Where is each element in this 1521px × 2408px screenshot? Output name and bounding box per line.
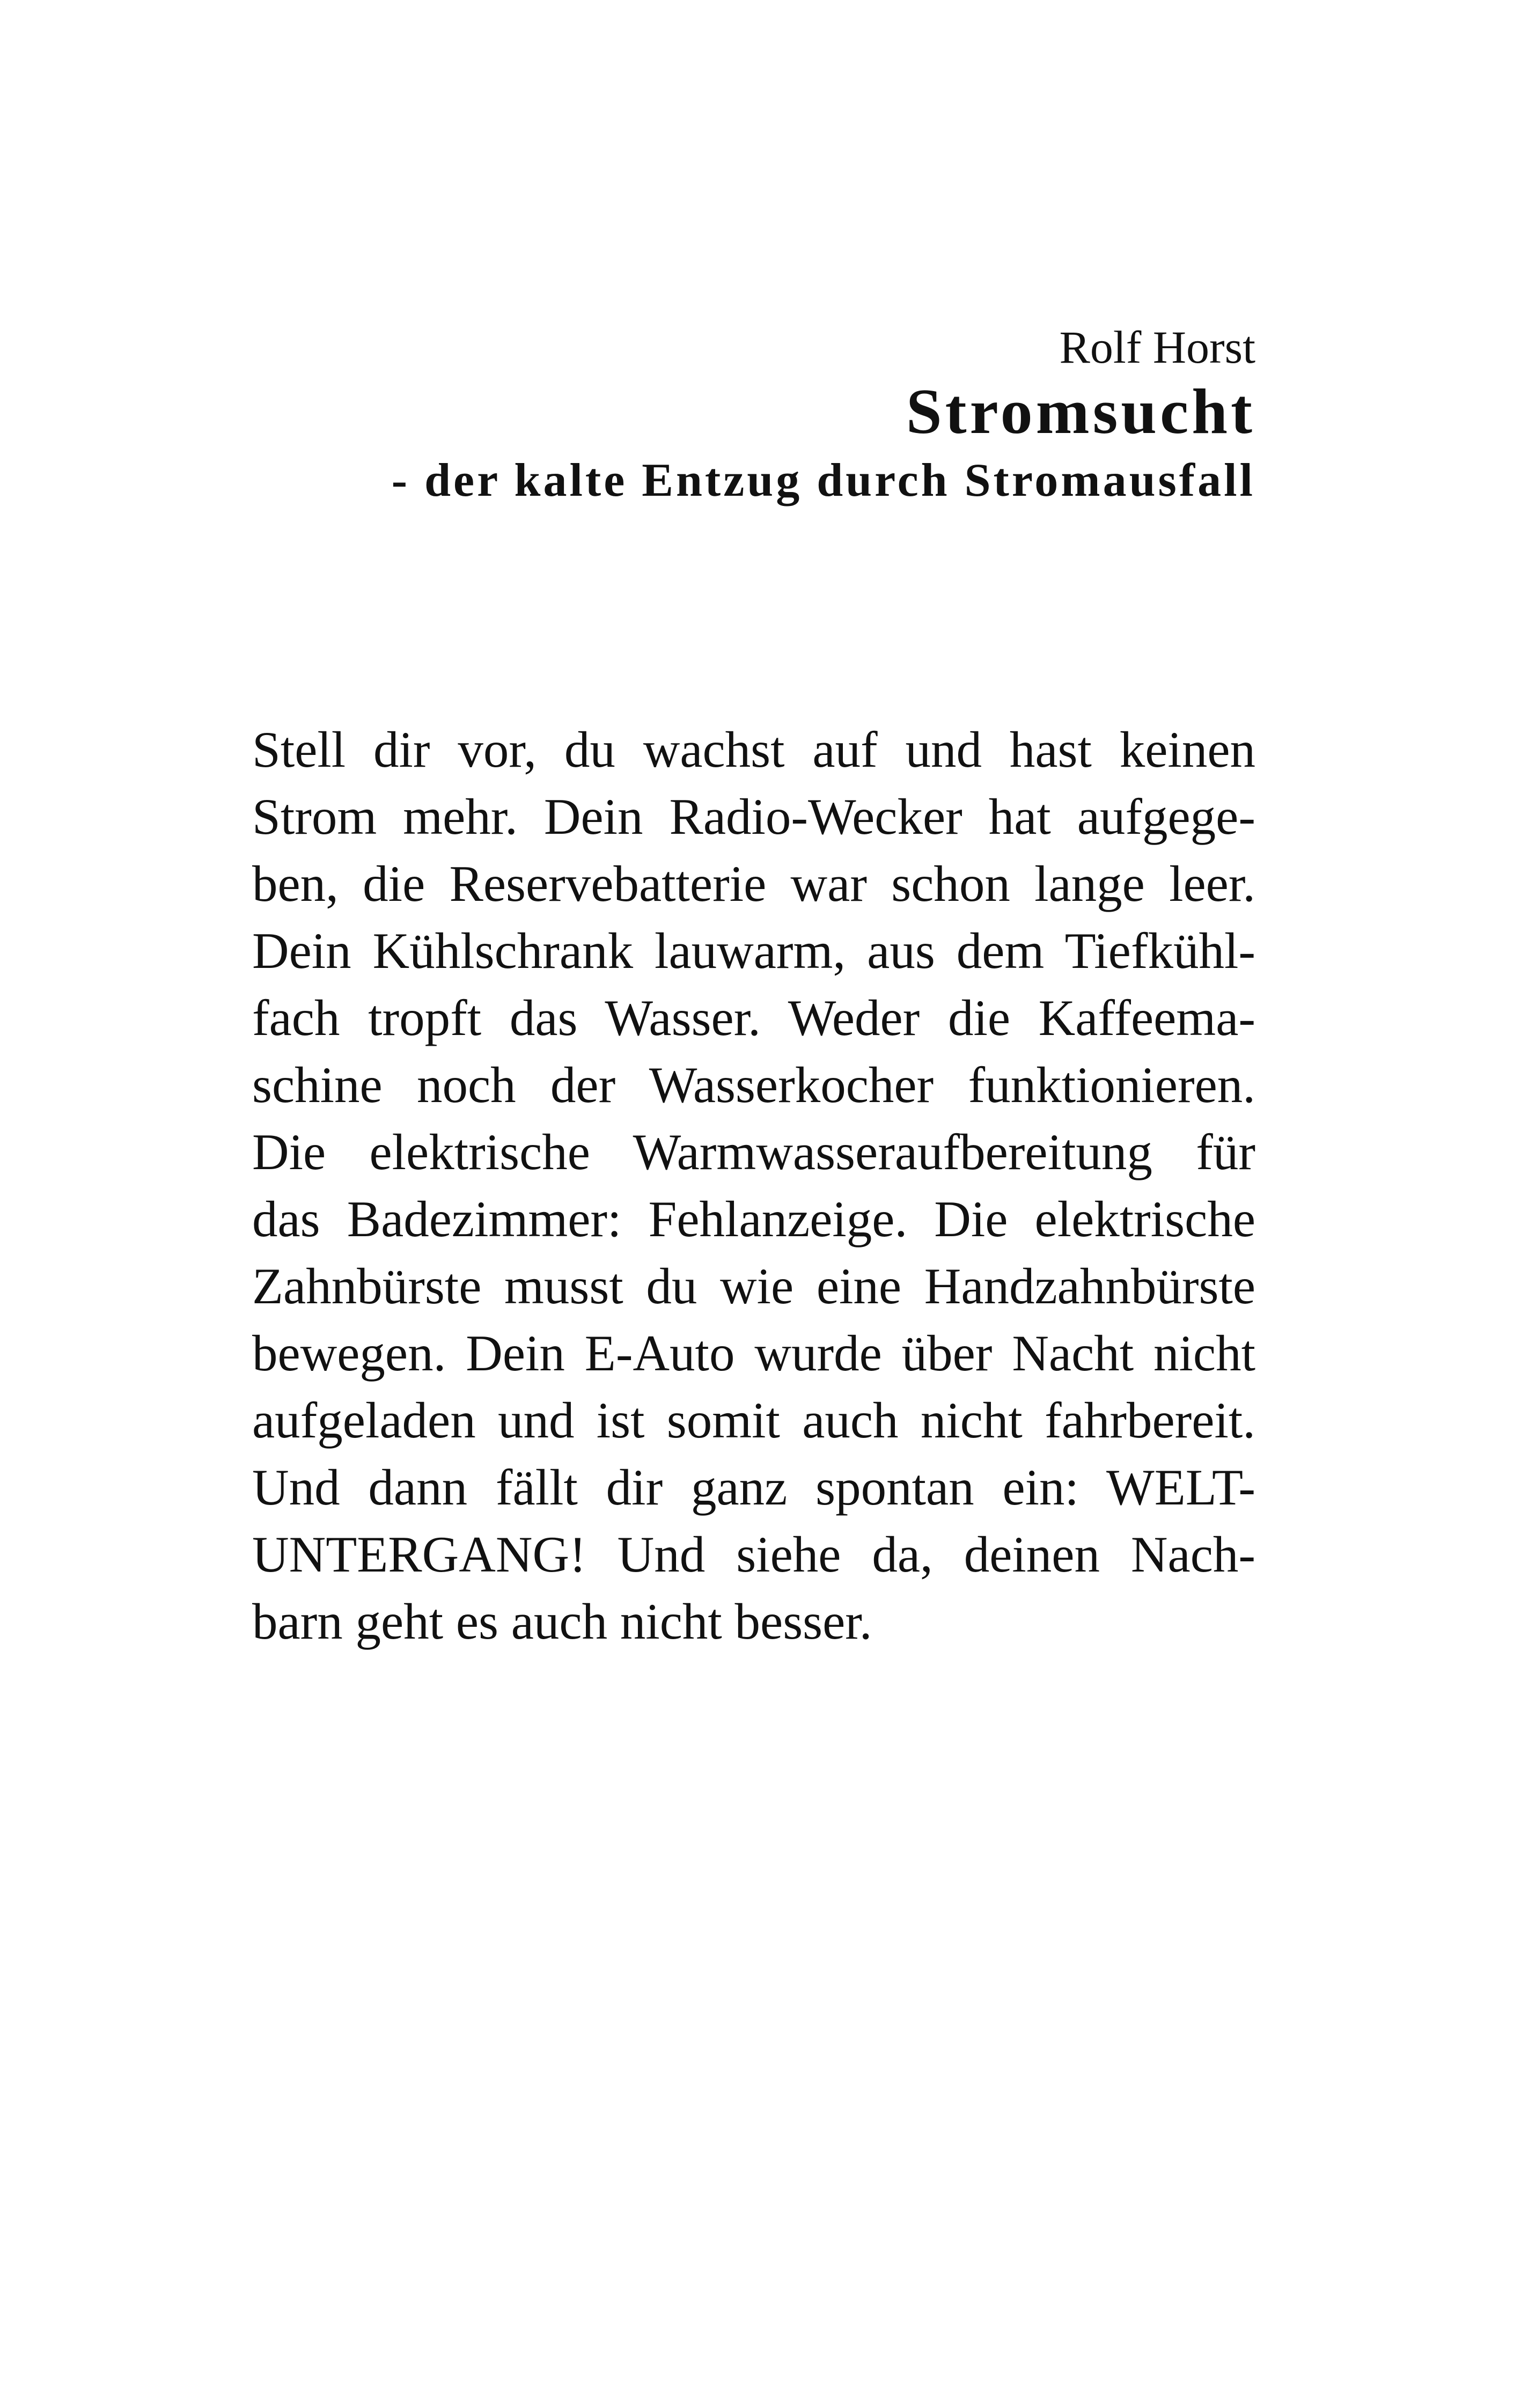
- book-subtitle: - der kalte Entzug durch Stromausfall: [391, 454, 1255, 506]
- body-line: Stell dir vor, du wachst auf und hast keinen: [252, 721, 1255, 778]
- body-paragraph: [252, 716, 1255, 1655]
- body-line: fach tropft das Wasser. Weder die Kaffeema-: [252, 989, 1255, 1046]
- title-block: [236, 322, 1255, 509]
- body-line: ben, die Reservebatterie war schon lange leer.: [252, 855, 1255, 912]
- body-line: Strom mehr. Dein Radio-Wecker hat aufgege-: [252, 788, 1255, 845]
- body-line: barn geht es auch nicht besser.: [252, 1593, 872, 1650]
- author-name: Rolf Horst: [1059, 321, 1255, 373]
- body-line: UNTERGANG! Und siehe da, deinen Nach-: [252, 1526, 1255, 1583]
- body-line: bewegen. Dein E-Auto wurde über Nacht nicht: [252, 1325, 1255, 1382]
- book-title: Stromsucht: [906, 375, 1255, 447]
- body-line: Dein Kühlschrank lauwarm, aus dem Tiefkühl-: [252, 922, 1255, 979]
- body-line: das Badezimmer: Fehlanzeige. Die elektrische: [252, 1191, 1255, 1247]
- body-line: Und dann fällt dir ganz spontan ein: WELT-: [252, 1459, 1255, 1516]
- body-line: Zahnbürste musst du wie eine Handzahnbürste: [252, 1258, 1255, 1315]
- body-line: aufgeladen und ist somit auch nicht fahrbereit.: [252, 1392, 1255, 1449]
- body-line: Die elektrische Warmwasseraufbereitung für: [252, 1124, 1255, 1180]
- body-line: schine noch der Wasserkocher funktionieren.: [252, 1056, 1255, 1113]
